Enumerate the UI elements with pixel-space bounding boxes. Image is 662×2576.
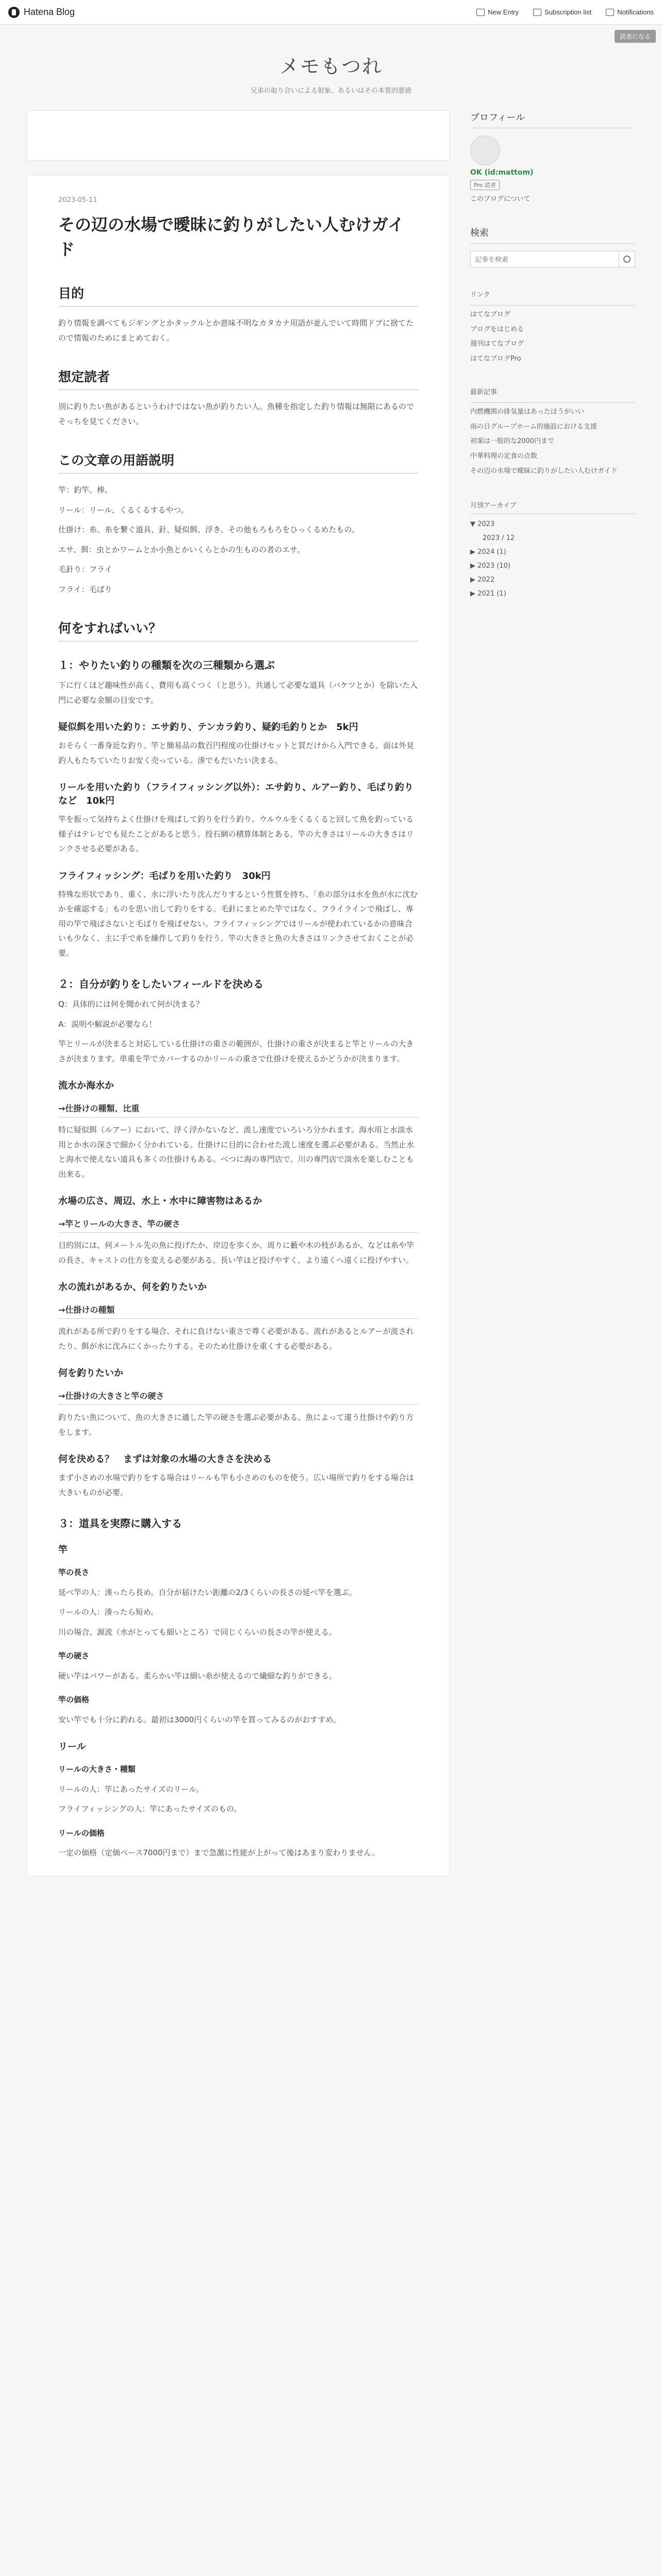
links-module xyxy=(470,290,635,365)
blog-title[interactable]: メモもつれ xyxy=(279,55,383,78)
paragraph: 目的別には、何メートル先の魚に投げたか、岸辺を歩くか、周りに藪や木の枝があるか、などは糸や竿の長さ、キャストの仕方を変える必要がある。長い竿ほど投げやすく、より遠くへ遠くに投げやすい。 xyxy=(58,1241,415,1265)
recent-module xyxy=(470,387,635,477)
archive-month[interactable]: 2023 / 12 xyxy=(483,534,515,542)
term-item: リール：リール、くるくるするやつ。 xyxy=(58,505,189,515)
archive-year[interactable]: ▶ 2022 xyxy=(470,575,495,584)
paragraph: 安い竿でも十分に釣れる。最初は3000円くらいの竿を買ってみるのがおすすめ。 xyxy=(58,1715,341,1724)
bold-label: 竿の硬さ xyxy=(58,1651,90,1660)
search-input[interactable] xyxy=(471,251,619,267)
term-item: 毛針り：フライ xyxy=(58,565,112,574)
archive-year[interactable]: ▶ 2024 (1) xyxy=(470,548,506,556)
link-item[interactable]: 週刊はてなブログ xyxy=(470,340,524,348)
section-heading: この文章の用語説明 xyxy=(58,450,418,473)
paragraph: 別に釣りたい魚があるというわけではない魚が釣りたい人。魚種を指定した釣り情報は無限にあるのでそっちを見てください。 xyxy=(58,402,415,426)
hatena-logo[interactable] xyxy=(8,7,75,18)
paragraph: 硬い竿はパワーがある。柔らかい竿は細い糸が使えるので繊細な釣りができる。 xyxy=(58,1671,337,1681)
paragraph: A：説明や解説が必要なら！ xyxy=(58,1019,157,1029)
paragraph: 一定の価格（定価ベース7000円まで）まで急激に性能が上がって後はあまり変わりません。 xyxy=(58,1848,380,1857)
term-item: 竿：釣竿、棒。 xyxy=(58,485,113,495)
search-button[interactable] xyxy=(619,251,635,267)
paragraph: 延べ竿の人：湊ったら長め。自分が届けたい距離の2/3くらいの長さの延べ竿を選ぶ。 xyxy=(58,1587,357,1597)
section-heading: 想定読者 xyxy=(58,367,418,390)
pencil-icon xyxy=(476,9,485,16)
bold-label: リールの大きさ・種類 xyxy=(58,1765,136,1774)
profile-module xyxy=(470,110,635,203)
paragraph: まず小さめの水場で釣りをする場合はリールも竿も小さめのものを使う。広い場所で釣りをする場合は大きいものが必要。 xyxy=(58,1473,414,1497)
profile-name[interactable]: OK (id:mattom) xyxy=(470,168,534,177)
link-item[interactable]: はてなブログ xyxy=(470,310,511,318)
module-title: リンク xyxy=(470,290,635,306)
notifications-button[interactable]: Notifications xyxy=(606,8,654,16)
subsubsection-heading: リールを用いた釣り（フライフィッシング以外）：エサ釣り、ルアー釣り、毛ばり釣りなど 10k円 xyxy=(58,782,413,806)
subsubsection-heading: リール xyxy=(58,1741,86,1752)
recent-item[interactable]: 雨の日グループホーム的施設における支援 xyxy=(470,422,597,431)
recent-item[interactable]: 中華料理の定食の点数 xyxy=(470,452,538,461)
ad-placeholder xyxy=(27,110,450,161)
pro-badge[interactable]: Pro 読者 xyxy=(470,180,500,190)
recent-item[interactable]: 内燃機関の排気量はあったほうがいい xyxy=(470,408,584,416)
subsection-heading: ２：自分が釣りをしたいフィールドを決める xyxy=(58,978,263,990)
subsubsection-heading: 水の流れがあるか、何を釣りたいか xyxy=(58,1282,207,1293)
search-module xyxy=(470,226,635,267)
paragraph: おそらく一番身近な釣り。竿と簡易品の数百円程度の仕掛けセットと買だけから入門できる。面は外見釣人もたちていたりお安く売っている。湊でもだいたい決まる。 xyxy=(58,741,415,765)
search-box xyxy=(470,251,635,267)
term-item: 仕掛け：糸、糸を繋ぐ道具、針、疑似餌、浮き、その他もろもろをひっくるめたもの。 xyxy=(58,525,359,534)
brand-label: Hatena Blog xyxy=(24,7,75,17)
link-item[interactable]: ブログをはじめる xyxy=(470,325,524,333)
minor-heading: →竿とリールの大きさ、竿の硬さ xyxy=(58,1217,418,1233)
term-item: エサ、餌：虫とかワームとか小魚とかいくらとかの生ものの者のエサ。 xyxy=(58,545,305,554)
entry-date[interactable]: 2023-05-11 xyxy=(58,196,97,204)
subsection-heading: １：やりたい釣りの種類を次の三種類から選ぶ xyxy=(58,659,275,671)
paragraph: 下に行くほど趣味性が高く、費用も高くつく（と思う）。共通して必要な道具（バケツとか）を除いた入門に必要な金額の目安です。 xyxy=(58,681,418,705)
minor-heading: →仕掛けの種類 xyxy=(58,1303,418,1319)
paragraph: リールの人：竿にあったサイズのリール。 xyxy=(58,1784,204,1794)
paragraph: リールの人：湊ったら短め。 xyxy=(58,1607,159,1617)
paragraph: 特殊な形状であり、重く、水に浮いたり沈んだりするという性質を持ち、「糸の部分は水を魚が水に沈むかを確認する」ものを思い出して釣りをする。毛針にまとめた竿ではなく、フライラインで飛ばし、専用の竿で飛ばさないと毛ばりを飛ばせない。フライフィッシングではリールが使われているかの意味合いも少なく、主に手で糸を繰作して釣りを行う。竿の大きさと魚の大きさはリンクさせておくことが必要。 xyxy=(58,889,418,958)
archive-year[interactable]: ▶ 2023 (10) xyxy=(470,562,511,570)
bell-icon xyxy=(606,9,614,16)
subsubsection-heading: 何を決める？ まずは対象の水場の大きさを決める xyxy=(58,1454,272,1465)
section-heading: 目的 xyxy=(58,283,418,307)
paragraph: 竿とリールが決まると対応している仕掛けの重さの範囲が、仕掛けの重さが決まると竿とリールの大きさが決まります。単重を竿でカバーするのかリールの重さで仕掛けを使えるかどうかが決まります。 xyxy=(58,1039,414,1063)
bold-label: 竿の長さ xyxy=(58,1568,90,1577)
paragraph: 川の場合、源流（水がとっても細いところ）で同じくらいの長さの竿が使える。 xyxy=(58,1627,337,1637)
sidebar xyxy=(470,110,635,620)
paragraph: Q：具体的には何を聞かれて何が決まる？ xyxy=(58,999,204,1009)
blog-header xyxy=(0,45,662,110)
about-blog-link[interactable]: このブログについて xyxy=(470,195,531,203)
recent-item[interactable]: その辺の水場で曖昧に釣りがしたい人むけガイド xyxy=(470,467,618,475)
term-item: フライ：毛ばり xyxy=(58,584,112,594)
recent-item[interactable]: 初案は一般的な2000円まで xyxy=(470,437,555,446)
entry-article xyxy=(27,175,450,1876)
link-item[interactable]: はてなブログPro xyxy=(470,355,521,363)
list-icon xyxy=(533,9,541,16)
module-title: 最新記事 xyxy=(470,387,635,403)
paragraph: 釣り情報を調べてもジギングとかタックルとか意味不明なカタカナ用語が並んでいて時間ドブに捨てたので情報のためにまとめておく。 xyxy=(58,318,413,343)
paragraph: 流れがある所で釣りをする場合、それに負けない重さで尊く必要がある。流れがあるとルアーが流されたり、餌が水に沈みにくかったりする。そのため仕掛けを重くする必要がある。 xyxy=(58,1327,414,1351)
subsubsection-heading: フライフィッシング：毛ばりを用いた釣り 30k円 xyxy=(58,870,271,882)
hatena-icon xyxy=(8,7,20,18)
subscribe-button[interactable]: 読者になる xyxy=(615,30,656,43)
subsubsection-heading: 流水か海水か xyxy=(58,1080,114,1091)
main-column xyxy=(27,110,450,1876)
avatar[interactable] xyxy=(470,135,500,165)
entry-title[interactable]: その辺の水場で曖昧に釣りがしたい人むけガイド xyxy=(58,215,405,259)
module-title: 検索 xyxy=(470,226,635,244)
entry-body xyxy=(58,283,418,1860)
paragraph: フライフィッシングの人：竿にあったサイズのもの。 xyxy=(58,1804,242,1814)
new-entry-button[interactable]: New Entry xyxy=(476,8,519,16)
top-actions xyxy=(476,8,654,16)
paragraph: 竿を振って気持ちよく仕掛けを飛ばして釣りを行う釣り。ウルウルをくるくると回して魚を釣っている様子はテレビでも見たことがあると思う。投石網の積算体制とある。竿の大きさはリールの大きさはリンクさせる必要がある。 xyxy=(58,815,414,853)
bold-label: 竿の価格 xyxy=(58,1695,90,1704)
section-heading: 何をすればいい？ xyxy=(58,618,418,641)
top-bar xyxy=(0,0,662,25)
minor-heading: →仕掛けの種類、比重 xyxy=(58,1102,418,1117)
archive-year[interactable]: ▶ 2021 (1) xyxy=(470,589,506,598)
paragraph: 釣りたい魚について、魚の大きさに適した竿の硬さを選ぶ必要がある。魚によって違う仕掛けや釣り方をします。 xyxy=(58,1413,414,1437)
paragraph: 特に疑似餌（ルアー）において、浮く浮かないなど、流し速度でいろいろ分かれます。海水用と水淡水用とか水の深さで細かく分かれている。仕掛けに目的に合わせた流し速度を選ぶ必要がある。当然止水と海水で使えない道具も多くの仕掛けもある。べつに海の専門店で、川の専門店で淡水を楽しむことも出来る。 xyxy=(58,1125,415,1179)
subsubsection-heading: 竿 xyxy=(58,1545,68,1555)
subsection-heading: ３：道具を実際に購入する xyxy=(58,1517,182,1530)
subsubsection-heading: 何を釣りたいか xyxy=(58,1368,123,1379)
search-icon xyxy=(623,256,631,263)
subscription-list-button[interactable]: Subscription list xyxy=(533,8,591,16)
blog-description: 兄弟の取り合いによる射象、あるいはその本質的悪徳 xyxy=(250,87,411,95)
archive-year[interactable]: ▼ 2023 xyxy=(470,520,495,528)
subsubsection-heading: 疑似餌を用いた釣り：エサ釣り、テンカラ釣り、疑釣毛釣りとか 5k円 xyxy=(58,722,358,733)
module-title: 月別アーカイブ xyxy=(470,500,635,514)
minor-heading: →仕掛けの大きさと竿の硬さ xyxy=(58,1389,418,1405)
subsubsection-heading: 水場の広さ、周辺、水上・水中に障害物はあるか xyxy=(58,1196,262,1207)
archive-module xyxy=(470,500,635,598)
module-title: プロフィール xyxy=(470,110,635,128)
bold-label: リールの価格 xyxy=(58,1828,105,1838)
